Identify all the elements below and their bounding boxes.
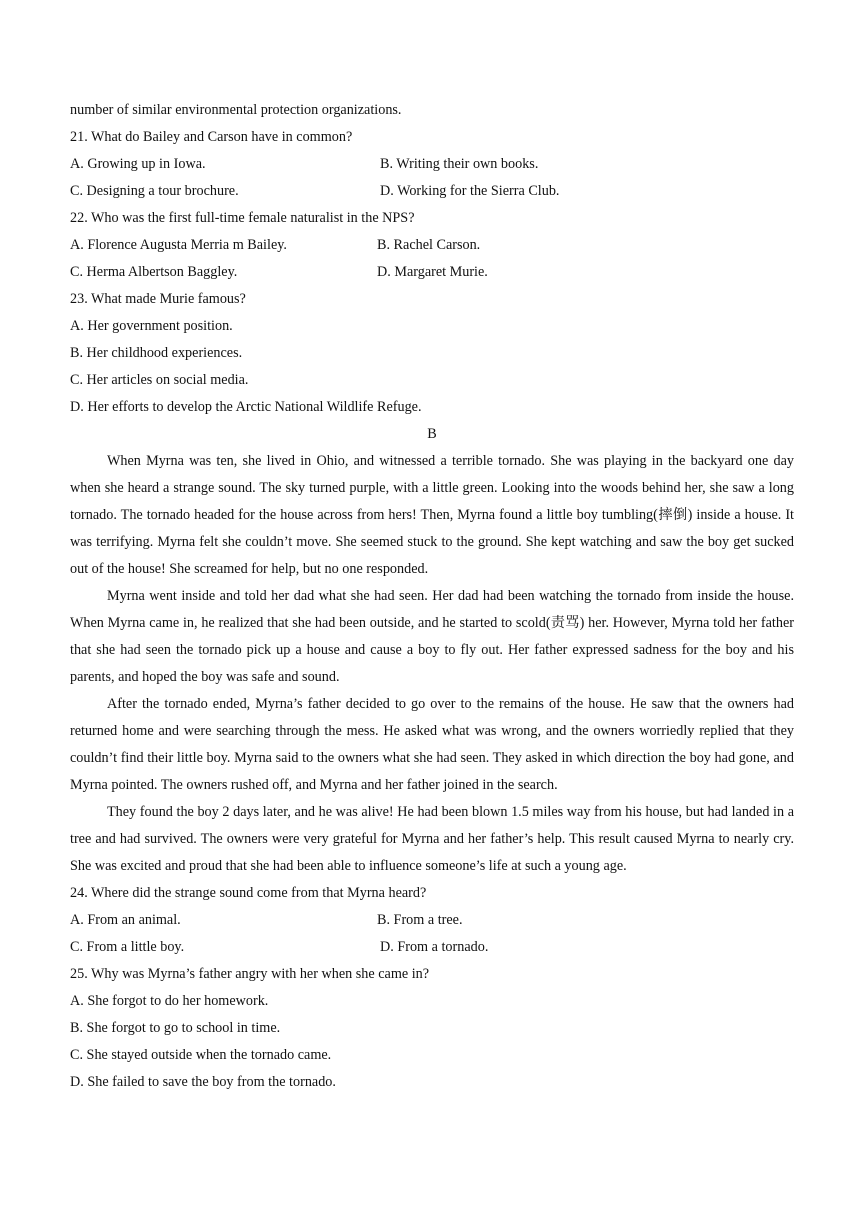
q23-option-a: A. Her government position. [70,318,233,334]
q22-option-a: A. Florence Augusta Merria m Bailey. [70,237,287,253]
q25-option-a: A. She forgot to do her homework. [70,993,269,1009]
passage-paragraph-4: They found the boy 2 days later, and he was alive! He had been blown 1.5 miles way from his house, but had landed in a tree and had survived. The owners were very grateful for Myrna and her father’s help. This result caused Myrna to nearly cry. She was excited and proud that she had been able to influence someone’s life at such a young age. [70,804,794,874]
passage-paragraph-3: After the tornado ended, Myrna’s father decided to go over to the remains of the house. He saw that the owners had returned home and were searching through the mess. He asked what was wrong, and the owners worriedly replied that they couldn’t find their little boy. Myrna said to the owners what she had seen. They asked in which direction the boy had gone, and Myrna pointed. The owners rushed off, and Myrna and her father joined in the search. [70,696,794,793]
q21-option-d: D. Working for the Sierra Club. [380,183,560,199]
q21-option-b: B. Writing their own books. [380,156,539,172]
q21-options-row-2 [70,178,794,205]
q24-option-c: C. From a little boy. [70,939,185,955]
q22-option-d: D. Margaret Murie. [377,264,488,280]
q23-option-c: C. Her articles on social media. [70,372,249,388]
q24-option-b: B. From a tree. [377,912,463,928]
q24-option-a: A. From an animal. [70,912,181,928]
q24-options-row-1 [70,907,794,934]
question-24: 24. Where did the strange sound come from that Myrna heard? [70,885,427,901]
q22-options-row-2 [70,259,794,286]
passage-paragraph-2: Myrna went inside and told her dad what she had seen. Her dad had been watching the tornado from inside the house. When Myrna came in, he realized that she had been outside, and he started to scold(责骂) her. However, Myrna told her father that she had seen the tornado pick up a house and cause a boy to fly out. Her father expressed sadness for the boy and his parents, and hoped the boy was safe and sound. [70,588,794,685]
q25-option-b: B. She forgot to go to school in time. [70,1020,281,1036]
q23-option-b: B. Her childhood experiences. [70,345,243,361]
passage-paragraph-1: When Myrna was ten, she lived in Ohio, and witnessed a terrible tornado. She was playing in the backyard one day when she heard a strange sound. The sky turned purple, with a little green. Looking into the woods behind her, she saw a long tornado. The tornado headed for the house across from hers! Then, Myrna found a little boy tumbling(摔倒) inside a house. It was terrifying. Myrna felt she couldn’t move. She seemed stuck to the ground. She kept watching and saw the boy get sucked out of the house! She screamed for help, but no one responded. [70,453,794,577]
q22-options-row-1 [70,232,794,259]
q21-option-a: A. Growing up in Iowa. [70,156,206,172]
q25-option-d: D. She failed to save the boy from the tornado. [70,1074,336,1090]
intro-tail-text: number of similar environmental protection organizations. [70,102,402,118]
q22-option-c: C. Herma Albertson Baggley. [70,264,238,280]
q24-options-row-2 [70,934,794,961]
question-23: 23. What made Murie famous? [70,291,246,307]
q22-option-b: B. Rachel Carson. [377,237,481,253]
section-b-heading: B [427,426,437,442]
q24-option-d: D. From a tornado. [380,939,489,955]
q21-options-row-1 [70,151,794,178]
q21-option-c: C. Designing a tour brochure. [70,183,239,199]
question-22: 22. Who was the first full-time female naturalist in the NPS? [70,210,415,226]
question-25: 25. Why was Myrna’s father angry with her when she came in? [70,966,430,982]
q25-option-c: C. She stayed outside when the tornado came. [70,1047,332,1063]
question-21: 21. What do Bailey and Carson have in common? [70,129,353,145]
q23-option-d: D. Her efforts to develop the Arctic National Wildlife Refuge. [70,399,422,415]
